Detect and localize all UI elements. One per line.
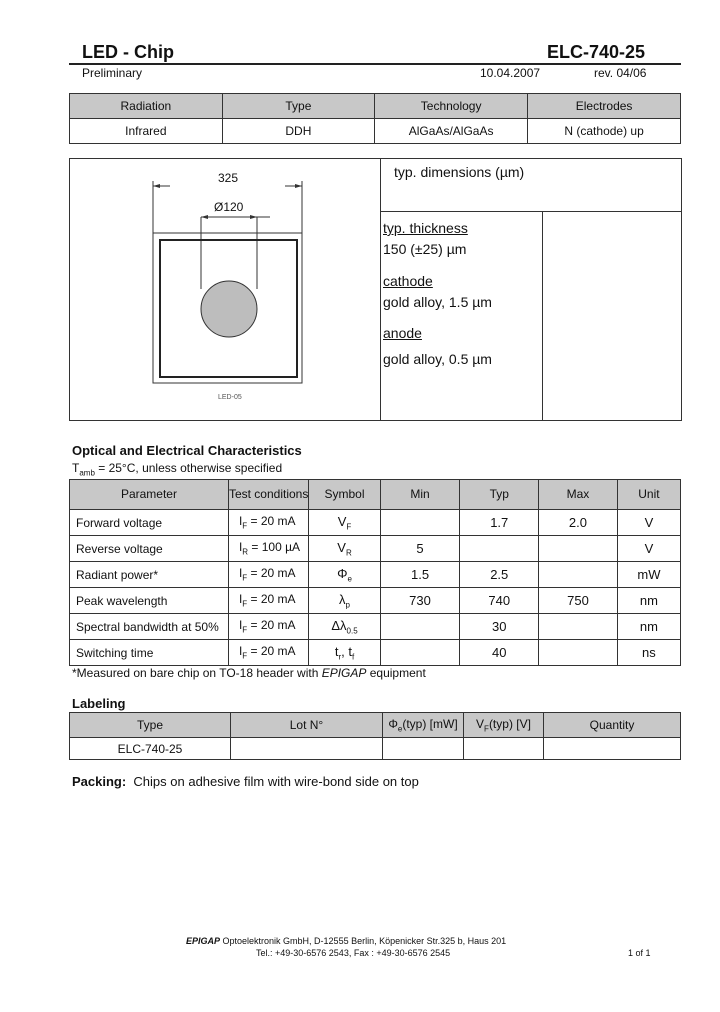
- footer-contact: Tel.: +49-30-6576 2543, Fax : +49-30-6576 2545: [256, 948, 451, 958]
- doc-date: 10.04.2007: [480, 66, 541, 80]
- label-cell: [464, 738, 544, 760]
- min-cell: 1.5: [380, 562, 460, 588]
- characteristics-title: Optical and Electrical Characteristics: [72, 443, 302, 458]
- char-header: Min: [380, 480, 460, 510]
- max-cell: [539, 536, 618, 562]
- table-row: [70, 536, 681, 562]
- typ-cell: 2.5: [460, 562, 539, 588]
- typ-cell: [460, 536, 539, 562]
- dimensions-title: typ. dimensions (µm): [394, 164, 525, 180]
- revision: rev. 04/06: [594, 66, 647, 80]
- thickness-value: 150 (±25) µm: [383, 241, 467, 257]
- table-row: [70, 614, 681, 640]
- conditions-note: $T_{amb} = 25^\circ C$, unless otherwise specified: [72, 461, 283, 478]
- packing-label: Packing:: [72, 774, 127, 789]
- typ-cell: 740: [460, 588, 539, 614]
- symbol-cell: $\lambda_p$: [309, 588, 380, 614]
- max-cell: 2.0: [539, 510, 618, 536]
- diameter-label: Ø120: [214, 200, 244, 214]
- header-rule: [69, 63, 681, 65]
- max-cell: [539, 640, 618, 666]
- char-header: Max: [539, 480, 618, 510]
- char-header: Typ: [460, 480, 539, 510]
- typ-cell: 40: [460, 640, 539, 666]
- min-cell: 730: [380, 588, 460, 614]
- max-cell: [539, 562, 618, 588]
- part-number: ELC-740-25: [547, 42, 646, 62]
- label-cell: [383, 738, 464, 760]
- condition-cell: $I_F = 20$ mA: [228, 588, 308, 614]
- char-header: Unit: [617, 480, 680, 510]
- min-cell: 5: [380, 536, 460, 562]
- info-header: Technology: [375, 94, 528, 119]
- condition-cell: $I_F = 20$ mA: [228, 614, 308, 640]
- info-header: Type: [222, 94, 374, 119]
- unit-cell: nm: [617, 588, 680, 614]
- unit-cell: mW: [617, 562, 680, 588]
- info-table: [69, 93, 681, 144]
- footer-address: EPIGAP Optoelektronik GmbH, D-12555 Berlin, Köpenicker Str.325 b, Haus 201: [186, 936, 507, 946]
- unit-cell: ns: [617, 640, 680, 666]
- symbol-cell: $\Delta\lambda_{0.5}$: [309, 614, 380, 640]
- info-value: DDH: [222, 119, 374, 144]
- param-cell: Spectral bandwidth at 50%: [70, 614, 229, 640]
- typ-cell: 30: [460, 614, 539, 640]
- table-row: [70, 562, 681, 588]
- min-cell: [380, 640, 460, 666]
- min-cell: [380, 510, 460, 536]
- table-row: [70, 640, 681, 666]
- unit-cell: nm: [617, 614, 680, 640]
- anode-label: anode: [383, 325, 422, 341]
- width-label: 325: [218, 171, 239, 185]
- param-cell: Forward voltage: [70, 510, 229, 536]
- param-cell: Radiant power*: [70, 562, 229, 588]
- char-header: Parameter: [70, 480, 229, 510]
- condition-cell: $I_R = 100$ µA: [228, 536, 308, 562]
- symbol-cell: $V_R$: [309, 536, 380, 562]
- param-cell: Switching time: [70, 640, 229, 666]
- status-text: Preliminary: [82, 66, 143, 80]
- char-header: Symbol: [309, 480, 380, 510]
- cathode-value: gold alloy, 1.5 µm: [383, 294, 492, 310]
- symbol-cell: $V_F$: [309, 510, 380, 536]
- chip-drawing: [70, 159, 380, 420]
- label-header: Type: [70, 713, 231, 738]
- table-row: [70, 510, 681, 536]
- packing-text: Chips on adhesive film with wire-bond side on top: [133, 774, 419, 789]
- min-cell: [380, 614, 460, 640]
- label-header: Lot N°: [231, 713, 383, 738]
- labeling-table: [69, 712, 681, 760]
- param-cell: Reverse voltage: [70, 536, 229, 562]
- condition-cell: $I_F = 20$ mA: [228, 510, 308, 536]
- unit-cell: V: [617, 536, 680, 562]
- packing-line: [72, 774, 419, 789]
- unit-cell: V: [617, 510, 680, 536]
- condition-cell: $I_F = 20$ mA: [228, 562, 308, 588]
- info-value: Infrared: [70, 119, 223, 144]
- condition-cell: $I_F = 20$ mA: [228, 640, 308, 666]
- param-cell: Peak wavelength: [70, 588, 229, 614]
- info-header: Radiation: [70, 94, 223, 119]
- label-header: Quantity: [544, 713, 681, 738]
- info-value: N (cathode) up: [528, 119, 681, 144]
- symbol-cell: $t_r$, $t_f$: [309, 640, 380, 666]
- measurement-note: *Measured on bare chip on TO-18 header with EPIGAP equipment: [72, 666, 426, 680]
- symbol-cell: $\Phi_e$: [309, 562, 380, 588]
- page-number: 1 of 1: [628, 948, 651, 958]
- characteristics-table: [69, 479, 681, 666]
- max-cell: [539, 614, 618, 640]
- thickness-label: typ. thickness: [383, 220, 468, 236]
- label-header: $V_F(typ)$ [V]: [464, 713, 544, 738]
- char-header: Test conditions: [228, 480, 308, 510]
- doc-title: LED - Chip: [82, 42, 174, 62]
- anode-value: gold alloy, 0.5 µm: [383, 351, 492, 367]
- label-cell: [231, 738, 383, 760]
- label-cell: [544, 738, 681, 760]
- label-cell: ELC-740-25: [70, 738, 231, 760]
- info-header: Electrodes: [528, 94, 681, 119]
- label-header: $\Phi_e(typ)$ [mW]: [383, 713, 464, 738]
- dimensions-box: [69, 158, 682, 421]
- table-row: [70, 588, 681, 614]
- cathode-label: cathode: [383, 273, 433, 289]
- max-cell: 750: [539, 588, 618, 614]
- typ-cell: 1.7: [460, 510, 539, 536]
- info-value: AlGaAs/AlGaAs: [375, 119, 528, 144]
- labeling-title: Labeling: [72, 696, 126, 711]
- drawing-id: LED-05: [218, 394, 242, 401]
